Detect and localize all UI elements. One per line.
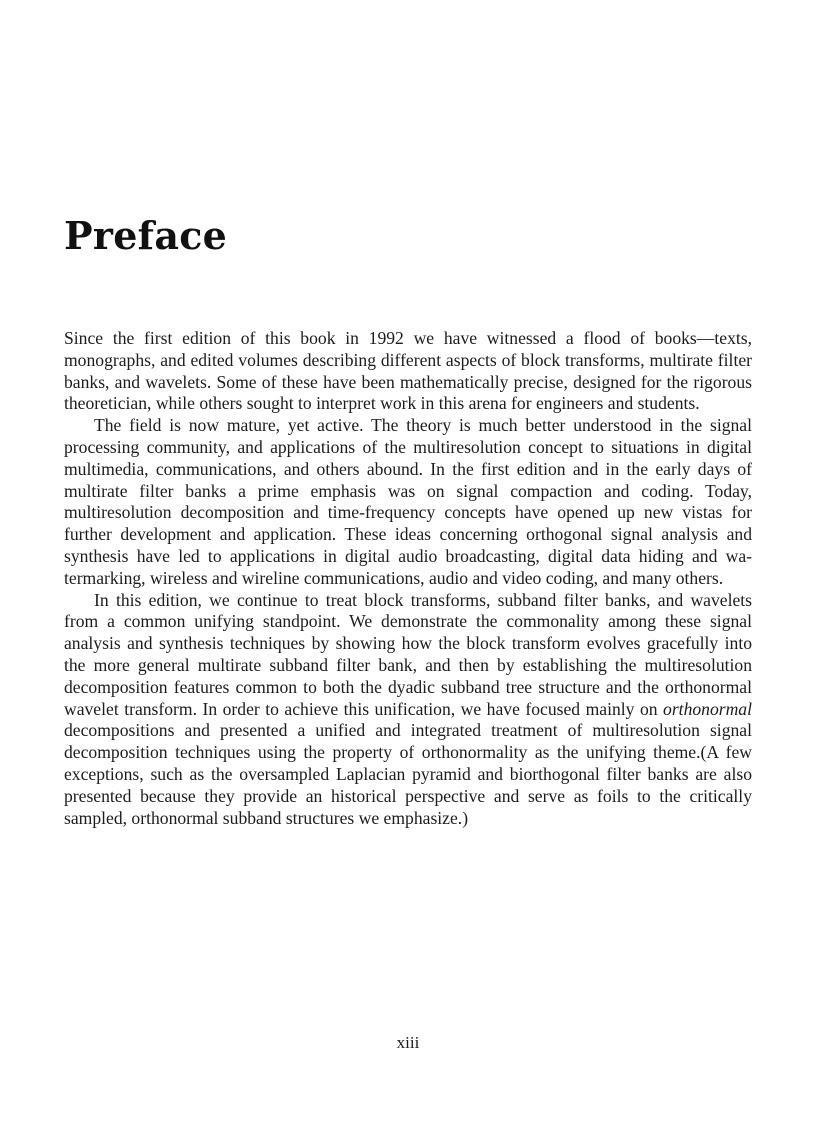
chapter-title: Preface xyxy=(64,213,228,258)
paragraph-3-text-after: decompositions and presented a unified and integrated treatment of multiresolution signal decomposition techniques using the property of orthonormality as the unifying theme.(A few exceptions, such as the oversampled Laplacian pyramid and biorthogonal filter banks are also presented because they provide an historical perspective and serve as foils to the critically sampled, orthonormal subband structures we emphasize.) xyxy=(64,720,752,828)
paragraph-3 xyxy=(64,590,752,830)
emphasis-orthonormal: orthonormal xyxy=(663,698,752,719)
paragraph-1: Since the first edition of this book in 1992 we have witnessed a flood of books—texts, monographs, and edited volumes describing different aspects of block transforms, multirate filter banks, and wavelets. Some of these have been mathematically precise, designed for the rigorous theoretician, while others sought to interpret work in this arena for engineers and students. xyxy=(64,328,752,414)
paragraph-2: The field is now mature, yet active. The theory is much better understood in the signal processing community, and applications of the multiresolution concept to situations in digital multimedia, communications, and others abound. In the first edition and in the early days of multirate filter banks a prime emphasis was on signal compaction and coding. Today, multiresolution decomposition and time-frequency concepts have opened up new vistas for further development and application. These ideas concerning orthogonal signal analysis and synthesis have led to applications in digital audio broadcasting, digital data hiding and watermarking, wireless and wireline communications, audio and video coding, and many others. xyxy=(64,415,752,588)
preface-body xyxy=(64,328,752,829)
page-number: xiii xyxy=(396,1033,420,1052)
paragraph-3-text-before: In this edition, we continue to treat block transforms, subband filter banks, and wavelets from a common unifying standpoint. We demonstrate the commonality among these signal analysis and synthesis techniques by showing how the block transform evolves gracefully into the more general multirate subband filter bank, and then by establishing the multiresolution decomposition features common to both the dyadic subband tree structure and the orthonormal wavelet transform. In order to achieve this unification, we have focused mainly on xyxy=(64,589,752,719)
